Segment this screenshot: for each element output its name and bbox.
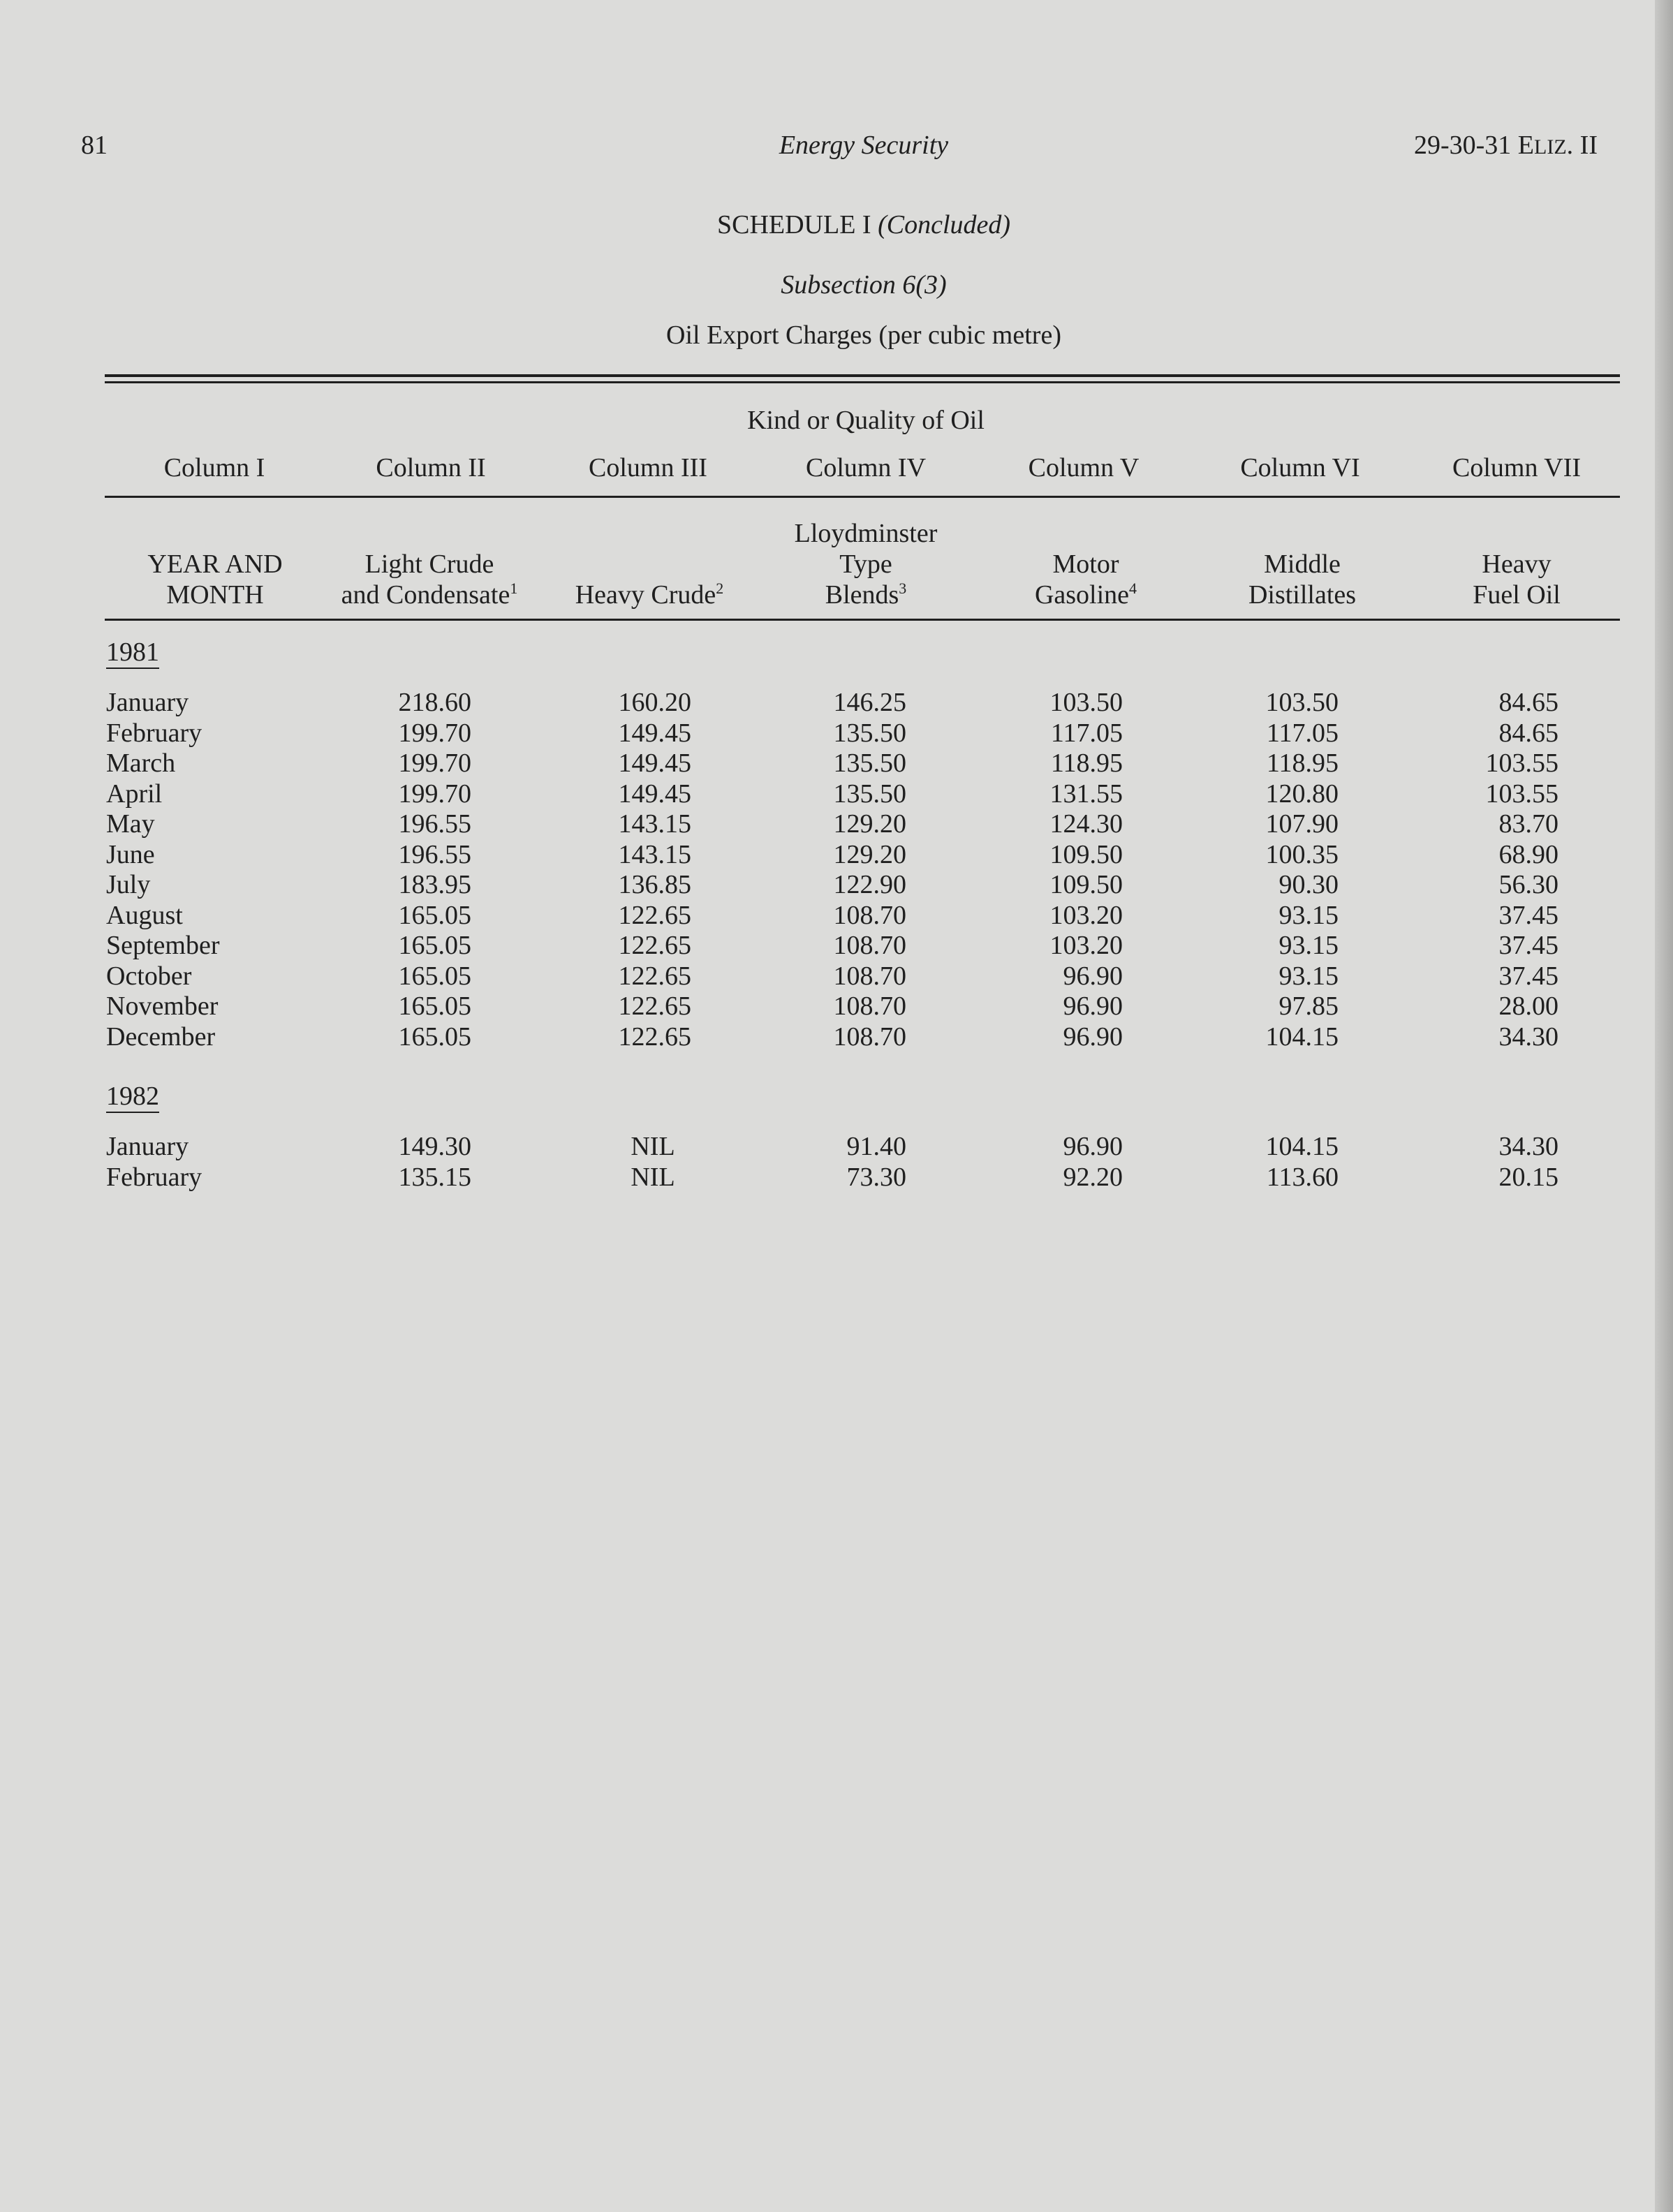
page-number: 81 [81, 131, 108, 160]
value-cell-column-6: 93.15 [1278, 900, 1339, 930]
value-cell-column-6: 93.15 [1278, 931, 1339, 960]
column-label-lloydminster: Lloydminster Type Blends$^3$ [794, 519, 938, 610]
month-cell: November [106, 991, 219, 1021]
value-cell-column-7: 84.65 [1498, 688, 1558, 717]
value-cell-column-3: 122.65 [618, 991, 691, 1021]
value-cell-column-7: 68.90 [1498, 839, 1558, 869]
value-cell-column-6: 103.50 [1265, 688, 1339, 717]
column-label-heavy-fuel-oil: Heavy Fuel Oil [1473, 550, 1561, 610]
value-cell-column-4: 108.70 [833, 1022, 906, 1052]
table-row [0, 900, 1655, 930]
value-cell-column-2: 196.55 [398, 809, 471, 839]
value-cell-column-6: 104.15 [1265, 1132, 1339, 1161]
value-cell-column-5: 118.95 [1050, 749, 1123, 778]
value-cell-column-5: 109.50 [1049, 839, 1123, 869]
value-cell-column-6: 90.30 [1278, 870, 1339, 899]
table-row [0, 809, 1655, 839]
value-cell-column-2: 149.30 [398, 1132, 471, 1161]
column-number-6: Column VI [1240, 453, 1360, 482]
value-cell-column-6: 97.85 [1278, 991, 1339, 1021]
table-row [0, 1162, 1655, 1192]
value-cell-column-2: 165.05 [398, 931, 471, 960]
value-cell-column-7: 37.45 [1498, 931, 1558, 960]
value-cell-column-4: 122.90 [833, 870, 906, 899]
value-cell-column-4: 108.70 [833, 991, 906, 1021]
value-cell-column-4: 108.70 [833, 931, 906, 960]
value-cell-column-7: 103.55 [1485, 779, 1558, 809]
month-cell: April [106, 779, 163, 809]
month-cell: January [106, 688, 189, 717]
column-label-light-crude: Light Crude and Condensate$^1$ [341, 550, 518, 610]
value-cell-column-3: 149.45 [618, 779, 691, 809]
value-cell-column-5: 96.90 [1063, 1132, 1123, 1161]
column-label-motor-gasoline: Motor Gasoline$^4$ [1034, 550, 1137, 610]
value-cell-column-3: 143.15 [618, 839, 691, 869]
value-cell-column-5: 103.20 [1049, 931, 1123, 960]
value-cell-column-2: 165.05 [398, 1022, 471, 1052]
value-cell-column-2: 218.60 [398, 688, 471, 717]
value-cell-column-5: 103.20 [1049, 900, 1123, 930]
value-cell-column-4: 135.50 [833, 749, 906, 778]
value-cell-column-3: 122.65 [618, 931, 691, 960]
value-cell-column-3: 122.65 [618, 1022, 691, 1052]
value-cell-column-5: 96.90 [1063, 1022, 1123, 1052]
table-row [0, 961, 1655, 991]
value-cell-column-7: 56.30 [1498, 870, 1558, 899]
value-cell-column-6: 93.15 [1278, 961, 1339, 991]
value-cell-column-4: 108.70 [833, 900, 906, 930]
value-cell-column-4: 129.20 [833, 809, 906, 839]
year-heading-1981: 1981 [106, 637, 159, 669]
value-cell-column-2: 165.05 [398, 991, 471, 1021]
column-label-rule [105, 619, 1620, 621]
value-cell-column-4: 146.25 [833, 688, 906, 717]
value-cell-column-4: 129.20 [833, 839, 906, 869]
column-label-year-month: YEAR AND MONTH [147, 550, 283, 610]
column-number-2: Column II [376, 453, 486, 482]
value-cell-column-5: 96.90 [1063, 961, 1123, 991]
year-heading-1982: 1982 [106, 1081, 159, 1113]
table-row [0, 1131, 1655, 1161]
value-cell-column-7: 83.70 [1498, 809, 1558, 839]
table-row [0, 869, 1655, 899]
value-cell-column-3: 122.65 [618, 961, 691, 991]
value-cell-column-5: 117.05 [1050, 718, 1123, 748]
value-cell-column-6: 107.90 [1265, 809, 1339, 839]
value-cell-column-4: 108.70 [833, 961, 906, 991]
table-row [0, 718, 1655, 748]
value-cell-column-7: 37.45 [1498, 900, 1558, 930]
value-cell-column-2: 196.55 [398, 839, 471, 869]
month-cell: June [106, 839, 155, 869]
value-cell-column-3: 149.45 [618, 718, 691, 748]
table-row [0, 930, 1655, 960]
column-label-heavy-crude: Heavy Crude$^2$ [575, 580, 724, 610]
value-cell-column-5: 96.90 [1063, 991, 1123, 1021]
column-number-4: Column IV [805, 453, 927, 482]
value-cell-column-2: 183.95 [398, 870, 471, 899]
schedule-title: SCHEDULE I (Concluded) [716, 210, 1011, 239]
value-cell-column-4: 91.40 [846, 1132, 906, 1161]
value-cell-column-5: 131.55 [1049, 779, 1123, 809]
subsection-title: Subsection 6(3) [781, 270, 947, 300]
month-cell: February [106, 718, 202, 748]
month-cell: September [106, 931, 220, 960]
column-label-middle-distillates: Middle Distillates [1248, 550, 1357, 610]
month-cell: December [106, 1022, 216, 1052]
month-cell: July [106, 870, 151, 899]
value-cell-column-7: 20.15 [1498, 1162, 1558, 1192]
value-cell-column-3: NIL [631, 1162, 675, 1192]
value-cell-column-7: 37.45 [1498, 961, 1558, 991]
table-row [0, 1022, 1655, 1052]
value-cell-column-3: 136.85 [618, 870, 691, 899]
value-cell-column-2: 199.70 [398, 749, 471, 778]
table-row [0, 991, 1655, 1021]
value-cell-column-6: 100.35 [1265, 839, 1339, 869]
value-cell-column-2: 135.15 [398, 1162, 471, 1192]
value-cell-column-6: 118.95 [1266, 749, 1339, 778]
value-cell-column-2: 165.05 [398, 900, 471, 930]
table-spanner: Kind or Quality of Oil [747, 406, 985, 435]
month-cell: October [106, 961, 192, 991]
table-row [0, 687, 1655, 717]
month-cell: March [106, 749, 176, 778]
column-number-5: Column V [1028, 453, 1140, 482]
value-cell-column-3: 143.15 [618, 809, 691, 839]
value-cell-column-6: 117.05 [1266, 718, 1339, 748]
value-cell-column-4: 73.30 [846, 1162, 906, 1192]
value-cell-column-5: 109.50 [1049, 870, 1123, 899]
value-cell-column-6: 120.80 [1265, 779, 1339, 809]
column-number-7: Column VII [1452, 453, 1582, 482]
value-cell-column-7: 103.55 [1485, 749, 1558, 778]
value-cell-column-2: 199.70 [398, 718, 471, 748]
value-cell-column-6: 104.15 [1265, 1022, 1339, 1052]
value-cell-column-3: 149.45 [618, 749, 691, 778]
month-cell: February [106, 1162, 202, 1192]
column-number-1: Column I [163, 453, 265, 482]
table-row [0, 779, 1655, 809]
value-cell-column-7: 84.65 [1498, 718, 1558, 748]
value-cell-column-7: 34.30 [1498, 1132, 1558, 1161]
running-title: Energy Security [779, 131, 949, 160]
value-cell-column-2: 165.05 [398, 961, 471, 991]
table-top-rule-2 [105, 381, 1620, 383]
table-row [0, 839, 1655, 869]
statute-reference: 29-30-31 ELIZ. II [1414, 131, 1598, 160]
value-cell-column-7: 28.00 [1498, 991, 1558, 1021]
table-top-rule-1 [105, 374, 1620, 377]
month-cell: May [106, 809, 155, 839]
value-cell-column-7: 34.30 [1498, 1022, 1558, 1052]
value-cell-column-6: 113.60 [1266, 1162, 1339, 1192]
table-caption: Oil Export Charges (per cubic metre) [666, 320, 1061, 350]
value-cell-column-4: 135.50 [833, 779, 906, 809]
table-row [0, 748, 1655, 778]
value-cell-column-3: NIL [631, 1132, 675, 1161]
value-cell-column-5: 103.50 [1049, 688, 1123, 717]
column-number-rule [105, 496, 1620, 498]
value-cell-column-3: 122.65 [618, 900, 691, 930]
month-cell: August [106, 900, 183, 930]
value-cell-column-5: 92.20 [1063, 1162, 1123, 1192]
month-cell: January [106, 1132, 189, 1161]
value-cell-column-5: 124.30 [1049, 809, 1123, 839]
value-cell-column-4: 135.50 [833, 718, 906, 748]
column-number-3: Column III [589, 453, 707, 482]
value-cell-column-3: 160.20 [618, 688, 691, 717]
value-cell-column-2: 199.70 [398, 779, 471, 809]
